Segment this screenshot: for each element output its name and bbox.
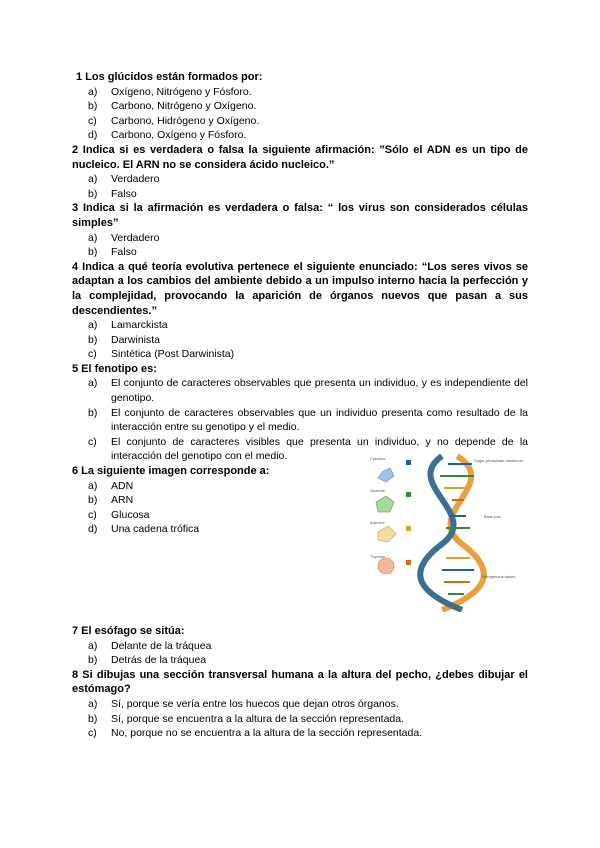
option-item[interactable] [72,333,528,348]
legend-guanine-swatch [406,492,411,497]
option-item[interactable] [72,128,528,143]
option-label: a) [88,173,98,186]
option-label: b) [88,100,98,113]
option-label: c) [88,508,97,521]
option-text: Carbono, Oxígeno y Fósforo. [111,129,247,142]
option-item[interactable] [72,726,528,741]
question-prompt: 7 El esófago se sitúa: [72,625,185,638]
question-2 [72,143,528,201]
legend-cytosine-swatch [406,460,411,465]
option-label: c) [88,114,97,127]
option-item[interactable] [72,347,528,362]
option-text: Glucosa [111,508,150,521]
option-item[interactable] [72,231,528,246]
option-item[interactable] [72,697,528,712]
option-item[interactable] [72,187,528,202]
options-list [72,318,528,362]
option-text: Falso [111,246,137,259]
option-text: Sintética (Post Darwinista) [111,348,235,361]
option-label: b) [88,246,98,259]
question-8 [72,668,528,741]
label-guanine: Guanine [370,488,386,494]
nucleotide-guanine-icon [376,496,394,512]
option-text: Carbono, Hidrógeno y Oxígeno. [111,114,260,127]
option-label: b) [88,712,98,725]
option-label: a) [88,639,98,652]
options-list [72,697,528,741]
question-1 [72,70,528,143]
question-prompt: 2 Indica si es verdadera o falsa la siguiente afirmación: ”Sólo el ADN es un tipo de nucleico. El ARN no se considera ácido nucleico.” [72,143,528,171]
question-prompt: 4 Indica a qué teoría evolutiva pertenece el siguiente enunciado: “Los seres vivos se adaptan a los cambios del ambiente debido a un impulso interno hacia la perfección y la complejidad, provocando la aparición de órganos nuevos que pasan a sus descendientes.” [72,260,528,317]
worksheet [72,70,528,741]
options-list [72,85,528,143]
nucleotide-thymine-icon [378,558,394,574]
option-item[interactable] [72,114,528,129]
options-list [72,376,528,464]
nucleotide-cytosine-icon [378,468,394,482]
question-5 [72,362,528,464]
option-item[interactable] [72,639,528,654]
option-item[interactable] [72,85,528,100]
option-item[interactable] [72,172,528,187]
option-text: Delante de la tráquea [111,639,212,652]
legend-thymine-swatch [406,560,411,565]
option-item[interactable] [72,406,528,435]
legend-adenine-swatch [406,526,411,531]
option-text: Sí, porque se encuentra a la altura de la sección representada. [111,712,405,725]
question-prompt: 6 La siguiente imagen corresponde a: [72,465,270,478]
options-list [72,172,528,201]
label-nitrogenous-bases: Nitrogenous bases [482,574,516,580]
option-item[interactable] [72,245,528,260]
option-label: d) [88,129,98,142]
question-prompt: 3 Indica si la afirmación es verdadera o falsa: “ los virus son considerados células simples” [72,202,528,229]
option-text: Una cadena trófica [111,523,200,536]
nucleotide-adenine-icon [378,526,396,542]
label-base-pair: Base pair [484,514,501,520]
options-list [72,639,528,668]
option-label: d) [88,523,98,536]
question-prompt: 5 El fenotipo es: [72,362,157,375]
label-backbone: Sugar phosphate backbone [474,458,523,464]
option-text: ARN [111,494,134,507]
question-prompt: 8 Si dibujas una sección transversal humana a la altura del pecho, ¿debes dibujar el estómago? [72,668,528,696]
option-label: b) [88,187,98,200]
option-text: Verdadero [111,173,160,186]
option-label: a) [88,479,98,492]
option-text: El conjunto de caracteres visibles que presenta un individuo, y no depende de la interacción del genotipo con el medio. [111,435,528,463]
question-6 [72,456,528,624]
option-label: b) [88,406,98,419]
label-cytosine: Cytosine [370,456,386,462]
option-label: a) [88,377,98,390]
option-text: Carbono, Nitrógeno y Oxígeno. [111,100,257,113]
question-7 [72,624,528,668]
option-label: a) [88,231,98,244]
question-4 [72,260,528,362]
option-text: Lamarckista [111,319,168,332]
question-3 [72,201,528,259]
option-text: Darwinista [111,333,161,346]
dna-double-helix-figure [362,454,532,612]
option-label: a) [88,698,98,710]
option-item[interactable] [72,99,528,114]
option-item[interactable] [72,712,528,727]
option-label: a) [88,85,98,98]
option-text: Verdadero [111,231,160,244]
option-label: b) [88,654,98,667]
option-label: b) [88,494,98,507]
option-text: El conjunto de caracteres observables que presenta un individuo, y es independiente del genotipo. [111,377,528,405]
option-text: Falso [111,187,137,200]
option-item[interactable] [72,376,528,405]
label-adenine: Adenine [370,520,385,526]
question-prompt: 1 Los glúcidos están formados por: [76,71,263,83]
option-text: Detrás de la tráquea [111,654,207,667]
label-thymine: Thymine [370,554,386,560]
option-text: No, porque no se encuentra a la altura de la sección representada. [111,727,423,740]
options-list [72,231,528,260]
option-item[interactable] [72,653,528,668]
option-text: ADN [111,479,134,492]
option-text: El conjunto de caracteres observables que un individuo presenta como resultado de la interacción entre su genotipo y el medio. [111,406,528,434]
option-item[interactable] [72,318,528,333]
option-text: Oxígeno, Nitrógeno y Fósforo. [111,85,252,98]
option-label: c) [88,727,97,740]
option-text: Sí, porque se vería entre los huecos que dejan otros órganos. [111,698,399,710]
option-label: b) [88,333,98,346]
option-label: c) [88,348,97,361]
option-label: c) [88,435,97,448]
option-label: a) [88,319,98,332]
